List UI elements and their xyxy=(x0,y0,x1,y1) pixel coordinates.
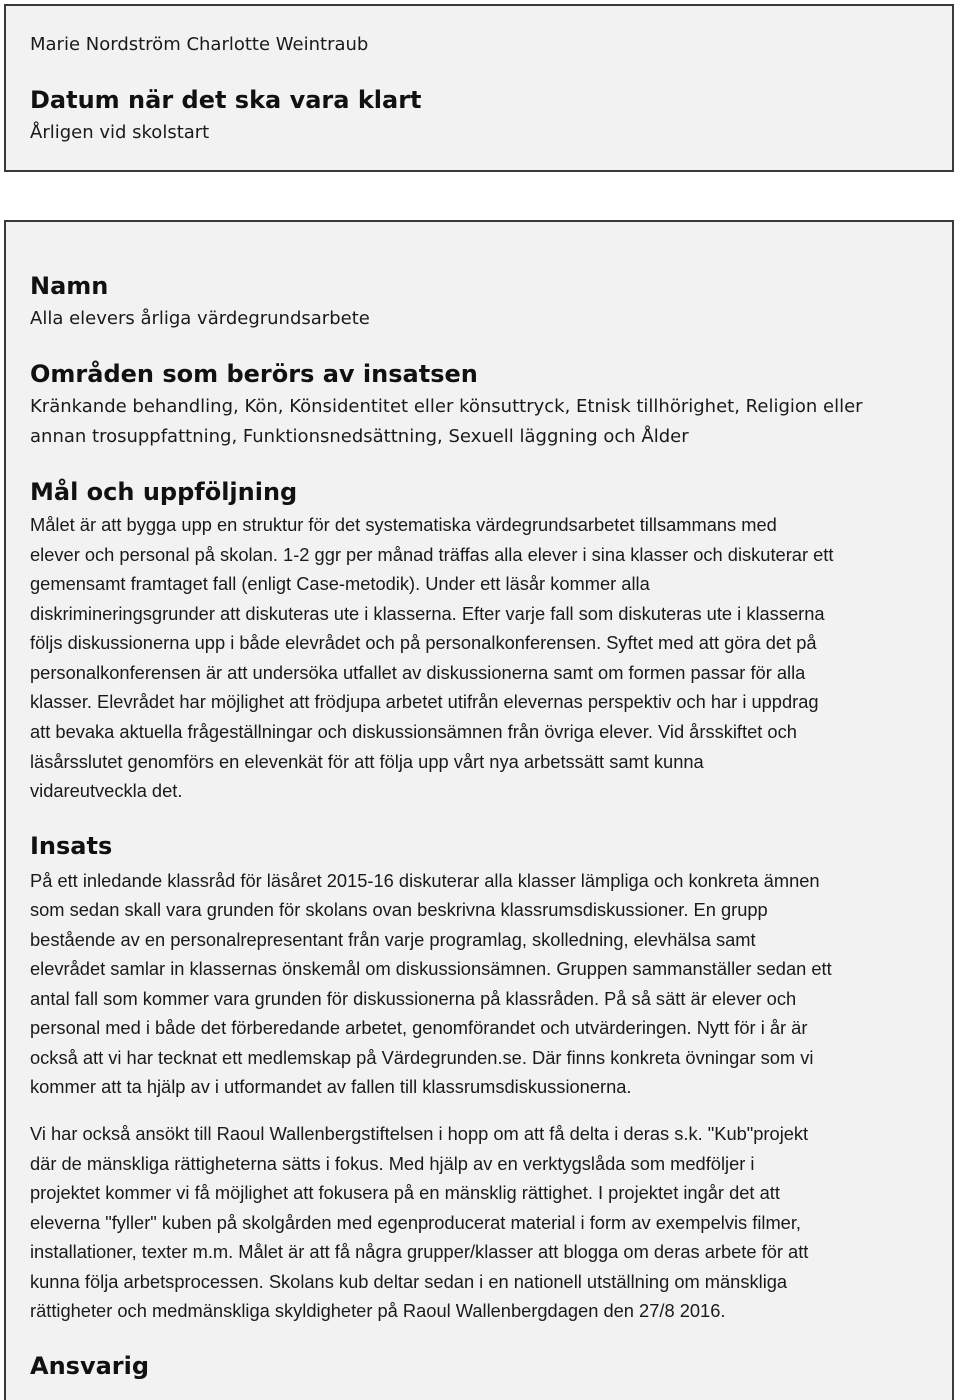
namn-heading: Namn xyxy=(30,272,109,300)
datum-value: Årligen vid skolstart xyxy=(30,122,210,143)
insats-heading: Insats xyxy=(30,832,113,860)
mal-line: elever och personal på skolan. 1-2 ggr per månad träffas alla elever i sina klasser och diskuterar ett xyxy=(30,544,834,565)
mal-line: följs diskussionerna upp i både elevrådet och på personalkonferensen. Syftet med att göra det på xyxy=(30,632,817,653)
mal-line: vidareutveckla det. xyxy=(30,780,183,801)
ansvarig-heading: Ansvarig xyxy=(30,1352,150,1380)
authors: Marie Nordström Charlotte Weintraub xyxy=(30,34,369,55)
namn-value: Alla elevers årliga värdegrundsarbete xyxy=(30,308,370,329)
mal-line: att bevaka aktuella frågeställningar och diskussionsämnen från övriga elever. Vid årsskiftet och xyxy=(30,721,797,742)
mal-heading: Mål och uppföljning xyxy=(30,478,298,506)
omraden-line: annan trosuppfattning, Funktionsnedsättning, Sexuell läggning och Ålder xyxy=(30,426,689,447)
mal-line: klasser. Elevrådet har möjlighet att frödjupa arbetet utifrån elevernas perspektiv och har i uppdrag xyxy=(30,691,819,712)
insats-line: kommer att ta hjälp av i utformandet av fallen till klassrumsdiskussionerna. xyxy=(30,1076,632,1097)
mal-line: diskrimineringsgrunder att diskuteras ute i klasserna. Efter varje fall som diskuteras ute i klasserna xyxy=(30,603,825,624)
insats-line: som sedan skall vara grunden för skolans ovan beskrivna klassrumsdiskussioner. En grupp xyxy=(30,899,768,920)
insats-line: där de mänskliga rättigheterna sätts i fokus. Med hjälp av en verktygslåda som medföljer i xyxy=(30,1153,755,1174)
mal-line: gemensamt framtaget fall (enligt Case-metodik). Under ett läsår kommer alla xyxy=(30,573,650,594)
insats-line: projektet kommer vi få möjlighet att fokusera på en mänsklig rättighet. I projektet ingår det att xyxy=(30,1182,780,1203)
insats-line: installationer, texter m.m. Målet är att få några grupper/klasser att blogga om deras arbete för att xyxy=(30,1241,809,1262)
datum-heading: Datum när det ska vara klart xyxy=(30,86,422,114)
insats-line: kunna följa arbetsprocessen. Skolans kub deltar sedan i en nationell utställning om mänskliga xyxy=(30,1271,788,1292)
insats-line: också att vi har tecknat ett medlemskap på Värdegrunden.se. Där finns konkreta övningar som vi xyxy=(30,1047,814,1068)
insats-line: På ett inledande klassråd för läsåret 2015-16 diskuterar alla klasser lämpliga och konkreta ämnen xyxy=(30,870,820,891)
insats-line: rättigheter och medmänskliga skyldigheter på Raoul Wallenbergdagen den 27/8 2016. xyxy=(30,1300,726,1321)
insats-line: Vi har också ansökt till Raoul Wallenbergstiftelsen i hopp om att få delta i deras s.k. "Kub"projekt xyxy=(30,1123,809,1144)
insats-line: antal fall som kommer vara grunden för diskussionerna på klassråden. På så sätt är elever och xyxy=(30,988,797,1009)
mal-line: Målet är att bygga upp en struktur för det systematiska värdegrundsarbetet tillsammans med xyxy=(30,514,777,535)
mal-line: personalkonferensen är att undersöka utfallet av diskussionerna samt om formen passar för alla xyxy=(30,662,806,683)
insats-line: elevrådet samlar in klassernas önskemål om diskussionsämnen. Gruppen sammanställer sedan ett xyxy=(30,958,832,979)
mal-line: läsårsslutet genomförs en elevenkät för att följa upp vårt nya arbetssätt samt kunna xyxy=(30,751,704,772)
insats-line: bestående av en personalrepresentant från varje programlag, skolledning, elevhälsa samt xyxy=(30,929,756,950)
insats-line: eleverna "fyller" kuben på skolgården med egenproducerat material i form av exempelvis filmer, xyxy=(30,1212,802,1233)
omraden-line: Kränkande behandling, Kön, Könsidentitet eller könsuttryck, Etnisk tillhörighet, Religion eller xyxy=(30,396,863,417)
omraden-heading: Områden som berörs av insatsen xyxy=(30,360,478,388)
insats-line: personal med i både det förberedande arbetet, genomförandet och utvärderingen. Nytt för i år är xyxy=(30,1017,808,1038)
